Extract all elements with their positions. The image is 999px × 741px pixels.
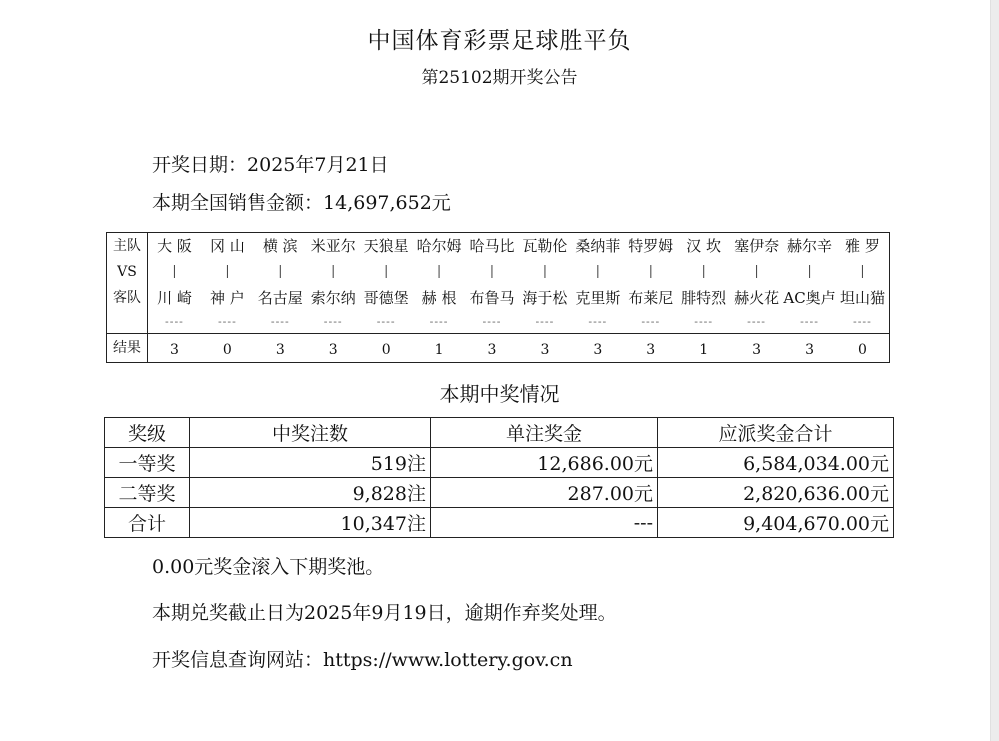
match-separator: ---- (641, 315, 661, 328)
match-home-team: 米亚尔 (310, 237, 356, 255)
match-separator: ---- (482, 315, 502, 328)
page-right-edge (990, 0, 999, 741)
match-result: 1 (434, 342, 444, 358)
match-vs-mark: | (436, 264, 442, 279)
match-home-team: 雅 罗 (845, 237, 880, 255)
prize-total-amount: 2,820,636.00元 (658, 478, 894, 508)
match-result: 0 (222, 342, 232, 358)
prize-count: 9,828注 (190, 478, 431, 508)
match-away-team: 克里斯 (575, 289, 621, 307)
match-vs-mark: | (860, 264, 865, 279)
match-column (307, 233, 360, 333)
match-vs-mark: | (595, 264, 601, 279)
home-team-label: 主队 (113, 238, 141, 254)
match-home-team: 横 滨 (262, 237, 298, 255)
match-home-team: 特罗姆 (628, 237, 674, 255)
match-vs-mark: | (225, 264, 230, 279)
draw-date-line (152, 150, 389, 177)
match-separator: ---- (429, 315, 449, 328)
prize-level: 一等奖 (105, 448, 190, 478)
match-away-team: 神 户 (209, 289, 245, 307)
match-column (518, 233, 571, 333)
match-vs-mark: | (542, 264, 548, 279)
match-vs-mark: | (701, 264, 706, 279)
match-result: 0 (381, 342, 391, 358)
match-column (413, 233, 466, 333)
vs-label: VS (117, 264, 137, 280)
match-result: 3 (646, 342, 656, 358)
match-result: 3 (328, 342, 338, 358)
sales-line (152, 188, 451, 215)
match-home-team: 冈 山 (209, 237, 245, 255)
match-separator: ---- (270, 315, 290, 328)
match-home-team: 塞伊奈 (734, 237, 780, 255)
match-vs-mark: | (278, 264, 283, 279)
prize-table-header (105, 418, 894, 448)
prize-count: 10,347注 (190, 508, 431, 538)
match-separator: ---- (535, 315, 555, 328)
prize-total-amount: 6,584,034.00元 (658, 448, 894, 478)
match-separator: ---- (853, 315, 872, 328)
page-title: 中国体育彩票足球胜平负 (367, 28, 632, 54)
match-result: 3 (540, 342, 550, 358)
match-table (106, 232, 890, 363)
match-home-team: 赫尔辛 (787, 237, 833, 255)
match-away-team: 布鲁马 (469, 289, 515, 307)
prize-total-amount: 9,404,670.00元 (658, 508, 894, 538)
match-separator: ---- (376, 315, 396, 328)
prize-header-level: 奖级 (105, 418, 190, 448)
prize-row-first (105, 448, 894, 478)
match-away-team: AC奥卢 (783, 289, 836, 307)
prize-header-unit: 单注奖金 (431, 418, 658, 448)
match-vs-mark: | (754, 264, 759, 279)
match-vs-mark: | (648, 264, 653, 279)
match-result: 1 (699, 342, 709, 358)
match-separator: ---- (800, 315, 819, 328)
prize-unit-amount: 12,686.00元 (431, 448, 658, 478)
match-column (466, 233, 519, 333)
sales-label: 本期全国销售金额： (152, 192, 324, 214)
match-result: 3 (805, 342, 814, 358)
match-away-team: 海于松 (522, 289, 568, 307)
match-column (730, 233, 783, 333)
match-result: 3 (170, 342, 179, 358)
match-result: 3 (275, 342, 285, 358)
match-column (201, 233, 254, 333)
match-separator: ---- (588, 315, 608, 328)
match-away-team: 腓特烈 (681, 289, 727, 307)
match-separator: ---- (323, 315, 343, 328)
prize-level: 合计 (105, 508, 190, 538)
match-column (783, 233, 836, 333)
match-separator: ---- (747, 315, 767, 328)
result-label: 结果 (107, 334, 148, 363)
match-column (360, 233, 413, 333)
match-separator: ---- (694, 315, 714, 328)
prize-unit-amount: --- (431, 508, 658, 538)
match-away-team: 哥德堡 (363, 289, 409, 307)
draw-date-value: 2025年7月21日 (247, 154, 389, 176)
match-separator: ---- (217, 315, 237, 328)
match-vs-mark: | (172, 264, 177, 279)
match-away-team: 布莱尼 (628, 289, 674, 307)
match-home-team: 桑纳菲 (575, 237, 621, 255)
prize-unit-amount: 287.00元 (431, 478, 658, 508)
match-list (148, 233, 890, 334)
match-home-team: 哈马比 (469, 237, 515, 255)
away-team-label: 客队 (113, 290, 141, 306)
match-home-team: 汉 坎 (686, 237, 722, 255)
draw-date-label: 开奖日期： (152, 154, 248, 176)
match-column (254, 233, 307, 333)
website-note: 开奖信息查询网站：https://www.lottery.gov.cn (152, 649, 573, 671)
rollover-note: 0.00元奖金滚入下期奖池。 (152, 556, 385, 578)
match-away-team: 川 崎 (157, 289, 192, 307)
match-vs-mark: | (807, 264, 812, 279)
match-column (836, 233, 889, 333)
match-result: 3 (752, 342, 762, 358)
match-column (571, 233, 624, 333)
match-away-team: 索尔纳 (310, 289, 356, 307)
match-result: 3 (593, 342, 603, 358)
page-subtitle: 第25102期开奖公告 (421, 68, 578, 88)
sales-value: 14,697,652元 (323, 192, 451, 214)
prize-row-second (105, 478, 894, 508)
match-away-team: 赫 根 (421, 289, 457, 307)
prize-header-total: 应派奖金合计 (658, 418, 894, 448)
prize-count: 519注 (190, 448, 431, 478)
deadline-note: 本期兑奖截止日为2025年9月19日，逾期作弃奖处理。 (152, 602, 617, 624)
match-home-team: 天狼星 (363, 237, 409, 255)
match-result: 0 (857, 342, 867, 358)
match-result: 3 (487, 342, 497, 358)
match-column (624, 233, 677, 333)
prize-row-total (105, 508, 894, 538)
match-separator: ---- (165, 315, 184, 328)
match-column (677, 233, 730, 333)
prize-section-title: 本期中奖情况 (439, 382, 560, 406)
prize-table (104, 417, 894, 538)
match-vs-mark: | (489, 264, 495, 279)
prize-header-count: 中奖注数 (190, 418, 431, 448)
match-away-team: 名古屋 (257, 289, 303, 307)
match-vs-mark: | (331, 264, 336, 279)
prize-level: 二等奖 (105, 478, 190, 508)
match-column (148, 233, 201, 333)
match-home-team: 大 阪 (157, 237, 192, 255)
match-vs-mark: | (383, 264, 389, 279)
result-list (148, 334, 890, 363)
match-row-labels (107, 233, 148, 334)
match-away-team: 赫火花 (734, 289, 780, 307)
match-home-team: 哈尔姆 (416, 237, 462, 255)
match-away-team: 坦山猫 (839, 289, 885, 307)
match-home-team: 瓦勒伦 (522, 237, 568, 255)
